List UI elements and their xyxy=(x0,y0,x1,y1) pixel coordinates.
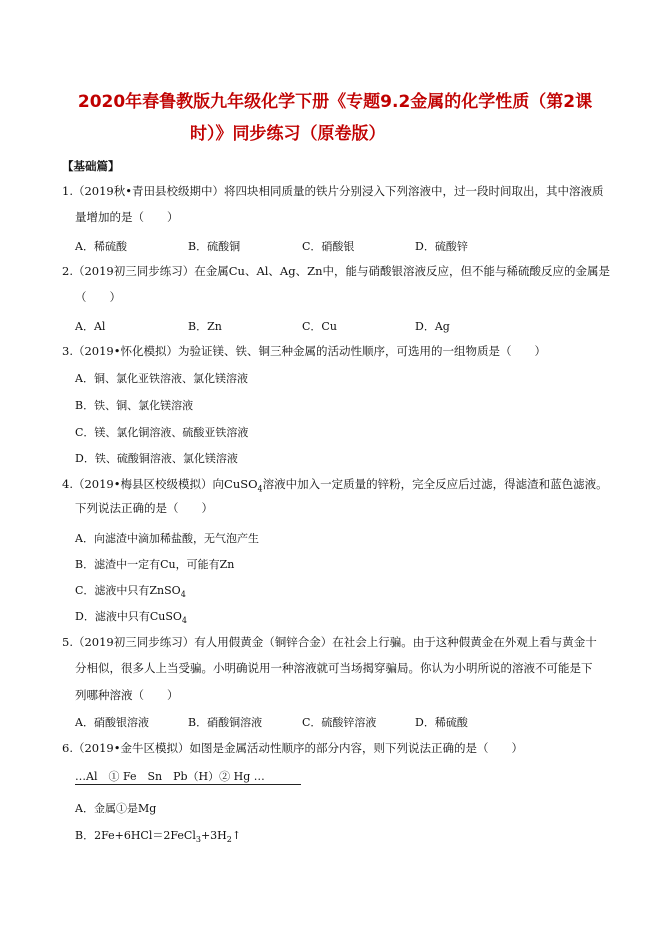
q2-option-c: C．Cu xyxy=(302,320,337,333)
q5-option-b: B．硝酸铜溶液 xyxy=(188,716,263,729)
q2-stem-line1: 2.（2019初三同步练习）在金属Cu、Al、Ag、Zn中，能与硝酸银溶液反应，但不能与稀硫酸反应的金属是 xyxy=(62,264,610,278)
q4-option-c: C．滤液中只有ZnSO$_4$ xyxy=(75,584,186,600)
figure-underline xyxy=(75,784,301,785)
document-title-line2: 时）》同步练习（原卷版） xyxy=(190,124,386,144)
q2-option-d: D．Ag xyxy=(415,320,450,333)
q6-stem-line1: 6.（2019•金牛区模拟）如图是金属活动性顺序的部分内容，则下列说法正确的是（ ） xyxy=(62,741,524,755)
q5-stem-line2: 分相似，很多人上当受骗。小明确说用一种溶液就可当场揭穿骗局。你认为小明所说的溶液不可能是下 xyxy=(75,661,593,675)
q2-stem-line2: （ ） xyxy=(75,290,121,304)
q1-option-b: B．硫酸铜 xyxy=(188,240,241,253)
q2-option-a: A．Al xyxy=(75,320,106,333)
q3-option-c: C．镁、氯化铜溶液、硫酸亚铁溶液 xyxy=(75,426,249,439)
section-heading: 【基础篇】 xyxy=(62,159,120,173)
q4-option-d: D．滤液中只有CuSO$_4$ xyxy=(75,610,187,626)
q5-stem-line3: 列哪种溶液（ ） xyxy=(75,688,179,702)
q6-option-b: B．$2Fe+6HCl=2FeCl_3+3H_2↑$ xyxy=(75,829,242,845)
q4-stem-line1: 4.（2019•梅县区校级模拟）向CuSO$_4$溶液中加入一定质量的锌粉，完全反应后过滤，得滤渣和蓝色滤液。 xyxy=(62,477,608,494)
q1-stem-line2: 量增加的是（ ） xyxy=(75,210,179,224)
gas-arrow-icon: ↑ xyxy=(231,829,242,842)
q1-option-c: C．硝酸银 xyxy=(302,240,355,253)
q3-stem-line1: 3.（2019•怀化模拟）为验证镁、铁、铜三种金属的活动性顺序，可选用的一组物质是（ ） xyxy=(62,344,547,358)
q3-option-a: A．铜、氯化亚铁溶液、氯化镁溶液 xyxy=(75,372,248,385)
q4-option-b: B．滤渣中一定有Cu，可能有Zn xyxy=(75,558,235,571)
q3-option-d: D．铁、硫酸铜溶液、氯化镁溶液 xyxy=(75,452,238,465)
q5-option-d: D．稀硫酸 xyxy=(415,716,468,729)
q1-stem-line1: 1.（2019秋•青田县校级期中）将四块相同质量的铁片分别浸入下列溶液中，过一段时间取出，其中溶液质 xyxy=(62,184,604,198)
q5-stem-line1: 5.（2019初三同步练习）有人用假黄金（铜锌合金）在社会上行骗。由于这种假黄金在外观上看与黄金十 xyxy=(62,635,597,649)
q1-option-a: A．稀硫酸 xyxy=(75,240,127,253)
document-title-line1: 2020年春鲁教版九年级化学下册《专题9.2金属的化学性质（第2课 xyxy=(77,92,593,112)
q5-option-c: C．硫酸锌溶液 xyxy=(302,716,377,729)
q6-option-a: A．金属①是Mg xyxy=(75,802,157,815)
q5-option-a: A．硝酸银溶液 xyxy=(75,716,149,729)
q3-option-b: B．铁、铜、氯化镁溶液 xyxy=(75,399,194,412)
q1-option-d: D．硫酸锌 xyxy=(415,240,468,253)
q4-stem-line2: 下列说法正确的是（ ） xyxy=(75,501,213,515)
activity-series-figure: …Al ① Fe Sn Pb（H）② Hg … xyxy=(75,770,265,783)
q2-option-b: B．Zn xyxy=(188,320,222,333)
q4-option-a: A．向滤渣中滴加稀盐酸，无气泡产生 xyxy=(75,532,259,545)
